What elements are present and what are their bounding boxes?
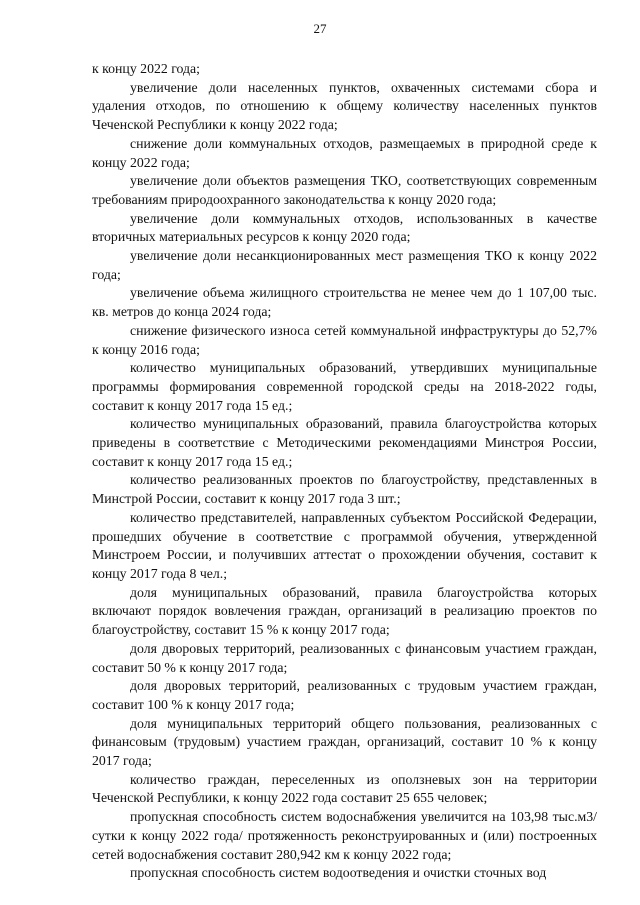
- paragraph: доля дворовых территорий, реализованных с финансовым участием граждан, составит 50 % к концу 2017 года;: [92, 640, 597, 675]
- paragraph: увеличение доли коммунальных отходов, использованных в качестве вторичных материальных ресурсов к концу 2020 года;: [92, 210, 597, 245]
- paragraph: снижение доли коммунальных отходов, размещаемых в природной среде к концу 2022 года;: [92, 135, 597, 170]
- paragraph: доля муниципальных образований, правила благоустройства которых включают порядок вовлечения граждан, организаций в реализацию проектов по благоустройству, составит 15 % к концу 2017 года;: [92, 584, 597, 638]
- paragraph: пропускная способность систем водоотведения и очистки сточных вод: [130, 865, 547, 881]
- paragraph: пропускная способность систем водоснабжения увеличится на 103,98 тыс.м3/сутки к концу 2022 года/ протяженность реконструированных и (или) построенных сетей водоснабжения составит 280,942 км к концу 2022 года;: [92, 809, 597, 862]
- paragraph: количество реализованных проектов по благоустройству, представленных в Минстрой России, составит к концу 2017 года 3 шт.;: [92, 472, 597, 507]
- paragraph: количество муниципальных образований, утвердивших муниципальные программы формирования современной городской среды на 2018-2022 годы, составит к концу 2017 года 15 ед.;: [92, 360, 597, 413]
- paragraph: количество муниципальных образований, правила благоустройства которых приведены в соответствие с Методическими рекомендациями Минстроя России, составит к концу 2017 года 15 ед.;: [92, 416, 597, 469]
- paragraph: количество граждан, переселенных из оползневых зон на территории Чеченской Республики, к концу 2022 года составит 25 655 человек;: [92, 771, 597, 806]
- paragraph: увеличение доли объектов размещения ТКО, соответствующих современным требованиям природоохранного законодательства к концу 2020 года;: [92, 173, 597, 207]
- page-number: 27: [313, 21, 327, 36]
- paragraph: увеличение доли населенных пунктов, охваченных системами сбора и удаления отходов, по отношению к общему количеству населенных пунктов Чеченской Республики к концу 2022 года;: [92, 79, 597, 133]
- paragraph: увеличение объема жилищного строительства не менее чем до 1 107,00 тыс. кв. метров до конца 2024 года;: [92, 285, 597, 320]
- paragraph: к концу 2022 года;: [92, 61, 201, 76]
- paragraph: количество представителей, направленных субъектом Российской Федерации, прошедших обучение в соответствие с программой обучения, утвержденной Минстроем России, и получивших аттестат о прохождении обучения, составит к концу 2017 года 8 чел.;: [92, 509, 597, 581]
- paragraph: снижение физического износа сетей коммунальной инфраструктуры до 52,7% к концу 2016 года;: [92, 322, 597, 357]
- paragraph: увеличение доли несанкционированных мест размещения ТКО к концу 2022 года;: [92, 248, 597, 282]
- paragraph: доля дворовых территорий, реализованных с трудовым участием граждан, составит 100 % к концу 2017 года;: [92, 678, 597, 712]
- paragraph: доля муниципальных территорий общего пользования, реализованных с финансовым (трудовым) участием граждан, организаций, составит 10 % к концу 2017 года;: [92, 715, 597, 769]
- body-text: [92, 60, 597, 883]
